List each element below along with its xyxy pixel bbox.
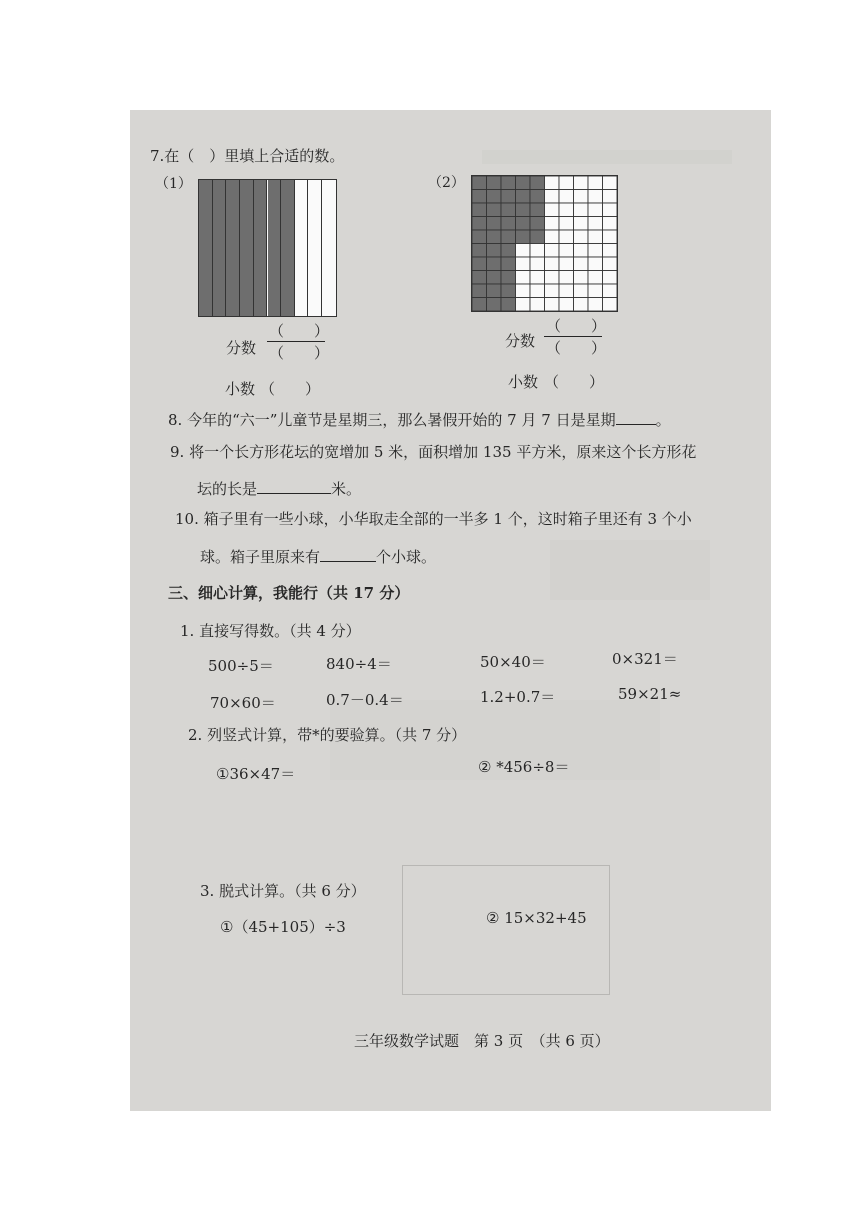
grid-cell <box>559 230 574 244</box>
numerator-paren-1: （ ） <box>269 322 330 340</box>
shaded-cell <box>487 190 502 204</box>
grid-cell <box>603 284 618 298</box>
shaded-cell <box>530 190 545 204</box>
grid-cell <box>516 298 531 312</box>
calc1-item: 0×321＝ <box>612 650 678 668</box>
grid-cell <box>530 244 545 258</box>
shaded-cell <box>501 217 516 231</box>
shaded-cell <box>501 244 516 258</box>
grid-cell <box>603 257 618 271</box>
shaded-cell <box>501 298 516 312</box>
calc3-item-1: ①（45+105）÷3 <box>220 918 346 936</box>
grid-cell <box>574 230 589 244</box>
decimal-blank-2[interactable]: （ ） <box>544 373 605 391</box>
shaded-column <box>240 180 254 316</box>
grid-cell <box>603 298 618 312</box>
calc3-item-2: ② 15×32+45 <box>486 909 587 927</box>
shaded-cell <box>472 298 487 312</box>
grid-cell <box>530 257 545 271</box>
numerator-paren-2: （ ） <box>546 317 607 335</box>
grid-cell <box>545 230 560 244</box>
grid-cell <box>530 271 545 285</box>
grid-cell <box>588 176 603 190</box>
grid-cell <box>603 190 618 204</box>
grid-cell <box>588 244 603 258</box>
denominator-paren-2: （ ） <box>546 339 607 357</box>
grid-cell <box>545 244 560 258</box>
grid-cell <box>574 190 589 204</box>
blank-column <box>295 180 309 316</box>
shaded-cell <box>472 203 487 217</box>
grid-cell <box>603 271 618 285</box>
q7-title: 7.在（ ）里填上合适的数。 <box>150 147 345 165</box>
fraction-label-2: 分数 <box>505 332 536 350</box>
grid-cell <box>603 230 618 244</box>
shaded-cell <box>472 284 487 298</box>
grid-cell <box>516 257 531 271</box>
grid-cell <box>545 203 560 217</box>
calc1-item: 50×40＝ <box>480 653 546 671</box>
q8-text: 8. 今年的“六一”儿童节是星期三，那么暑假开始的 7 月 7 日是星期 。 <box>168 411 671 429</box>
shaded-cell <box>516 190 531 204</box>
shaded-cell <box>487 176 502 190</box>
shaded-cell <box>501 203 516 217</box>
q10-answer-blank[interactable] <box>320 547 376 562</box>
shaded-cell <box>501 190 516 204</box>
blank-column <box>322 180 335 316</box>
grid-cell <box>559 217 574 231</box>
grid-cell <box>574 244 589 258</box>
fraction-label-1: 分数 <box>226 339 257 357</box>
calc2-item-2: ② *456÷8＝ <box>478 758 570 776</box>
grid-cell <box>545 271 560 285</box>
decimal-label-2: 小数 <box>508 373 539 391</box>
calc2-item-1: ①36×47＝ <box>216 765 296 783</box>
shaded-cell <box>501 284 516 298</box>
shaded-cell <box>472 257 487 271</box>
grid-cell <box>603 244 618 258</box>
grid-cell <box>574 271 589 285</box>
shaded-column <box>213 180 227 316</box>
shaded-cell <box>516 176 531 190</box>
shaded-cell <box>487 257 502 271</box>
shaded-column <box>226 180 240 316</box>
show-through-box <box>402 865 610 995</box>
q10-line1: 10. 箱子里有一些小球，小华取走全部的一半多 1 个，这时箱子里还有 3 个小 <box>175 510 692 528</box>
grid-cell <box>574 284 589 298</box>
shaded-column <box>268 180 282 316</box>
shaded-cell <box>501 176 516 190</box>
shaded-cell <box>501 230 516 244</box>
shaded-cell <box>487 284 502 298</box>
calc1-item: 70×60＝ <box>210 694 276 712</box>
grid-cell <box>588 284 603 298</box>
shaded-cell <box>530 203 545 217</box>
grid-cell <box>588 190 603 204</box>
shaded-cell <box>472 230 487 244</box>
shaded-cell <box>501 271 516 285</box>
calc1-title: 1. 直接写得数。（共 4 分） <box>180 622 361 640</box>
shaded-cell <box>516 230 531 244</box>
shaded-cell <box>472 217 487 231</box>
shaded-cell <box>487 271 502 285</box>
shaded-cell <box>516 217 531 231</box>
grid-cell <box>574 298 589 312</box>
shaded-column <box>281 180 295 316</box>
calc1-item: 500÷5＝ <box>208 657 274 675</box>
q9-answer-blank[interactable] <box>257 479 331 494</box>
section3-title: 三、细心计算，我能行（共 17 分） <box>168 584 410 602</box>
calc2-title: 2. 列竖式计算，带*的要验算。（共 7 分） <box>188 726 467 744</box>
shaded-cell <box>487 298 502 312</box>
q9-line2: 坛的长是 米。 <box>197 480 362 498</box>
shaded-cell <box>487 244 502 258</box>
grid-cell <box>588 217 603 231</box>
fraction-figure-columns <box>198 179 337 317</box>
grid-cell <box>588 271 603 285</box>
shaded-cell <box>472 190 487 204</box>
calc1-item: 1.2+0.7＝ <box>480 688 556 706</box>
calc1-item: 59×21≈ <box>618 685 682 703</box>
calc1-item: 0.7－0.4＝ <box>326 691 404 709</box>
grid-cell <box>545 257 560 271</box>
grid-cell <box>559 244 574 258</box>
grid-cell <box>559 176 574 190</box>
calc3-title: 3. 脱式计算。（共 6 分） <box>200 882 366 900</box>
exam-page <box>130 110 771 1111</box>
grid-cell <box>516 244 531 258</box>
grid-cell <box>588 230 603 244</box>
shaded-cell <box>530 230 545 244</box>
shaded-cell <box>487 230 502 244</box>
q7-part1-label: （1） <box>155 176 192 192</box>
grid-cell <box>530 284 545 298</box>
q7-part2-label: （2） <box>428 175 465 191</box>
grid-cell <box>559 257 574 271</box>
grid-cell <box>559 203 574 217</box>
shaded-cell <box>472 176 487 190</box>
grid-cell <box>545 190 560 204</box>
grid-cell <box>588 203 603 217</box>
shaded-cell <box>487 203 502 217</box>
grid-cell <box>545 217 560 231</box>
grid-cell <box>530 298 545 312</box>
grid-cell <box>574 203 589 217</box>
shaded-cell <box>530 217 545 231</box>
grid-cell <box>545 298 560 312</box>
grid-cell <box>603 203 618 217</box>
decimal-blank-1[interactable]: （ ） <box>260 380 321 398</box>
grid-cell <box>588 298 603 312</box>
grid-cell <box>559 271 574 285</box>
grid-cell <box>574 257 589 271</box>
grid-cell <box>545 176 560 190</box>
grid-cell <box>559 298 574 312</box>
shaded-cell <box>487 217 502 231</box>
decimal-label-1: 小数 <box>225 380 256 398</box>
shaded-cell <box>516 203 531 217</box>
grid-cell <box>516 284 531 298</box>
fraction-figure-grid <box>471 175 618 312</box>
q9-line1: 9. 将一个长方形花坛的宽增加 5 米，面积增加 135 平方米，原来这个长方形花 <box>170 443 697 461</box>
shaded-column <box>199 180 213 316</box>
grid-cell <box>516 271 531 285</box>
q10-line2: 球。箱子里原来有 个小球。 <box>200 548 437 566</box>
blank-column <box>309 180 323 316</box>
grid-cell <box>588 257 603 271</box>
grid-cell <box>603 217 618 231</box>
grid-cell <box>545 284 560 298</box>
shaded-cell <box>472 271 487 285</box>
calc1-item: 840÷4＝ <box>326 655 392 673</box>
page-footer: 三年级数学试题 第 3 页 （共 6 页） <box>354 1032 610 1050</box>
shaded-cell <box>472 244 487 258</box>
q8-answer-blank[interactable] <box>616 410 656 425</box>
grid-cell <box>559 284 574 298</box>
grid-cell <box>559 190 574 204</box>
denominator-paren-1: （ ） <box>269 344 330 362</box>
shaded-cell <box>530 176 545 190</box>
grid-cell <box>574 176 589 190</box>
shaded-cell <box>501 257 516 271</box>
shaded-column <box>254 180 268 316</box>
grid-cell <box>574 217 589 231</box>
grid-cell <box>603 176 618 190</box>
